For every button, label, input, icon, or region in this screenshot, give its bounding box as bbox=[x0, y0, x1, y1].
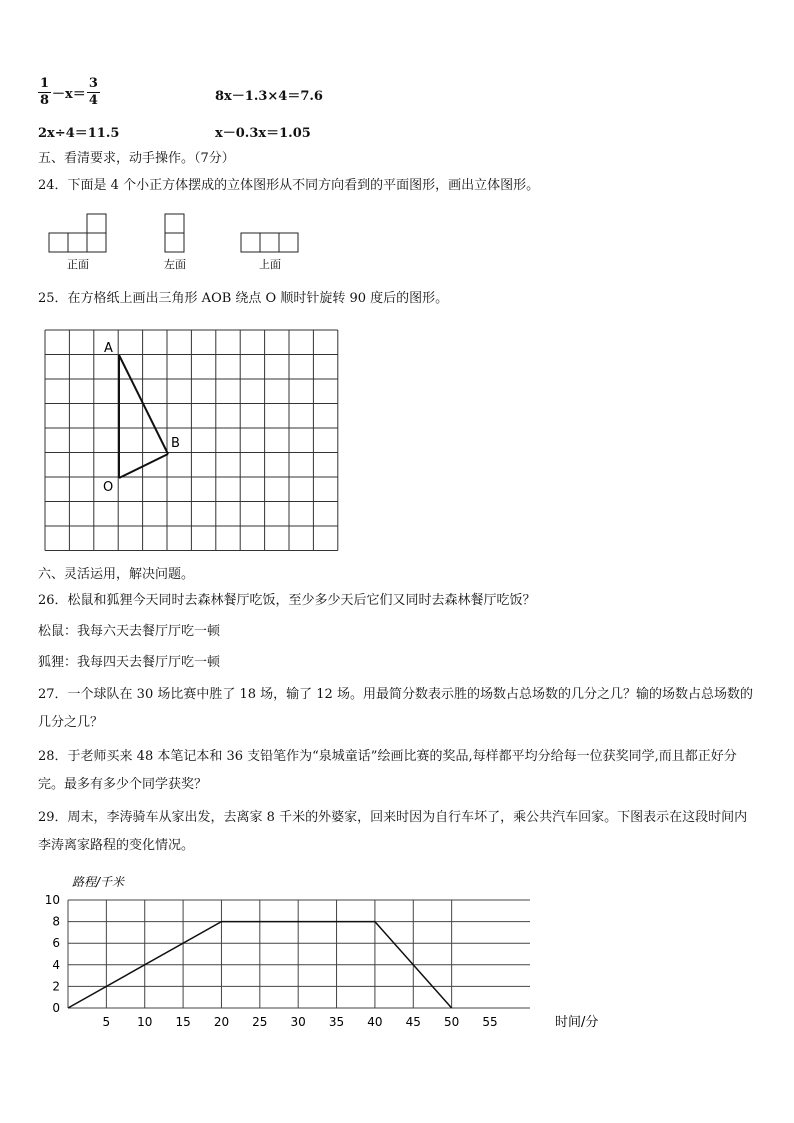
x-tick-label: 5 bbox=[102, 1015, 111, 1029]
y-tick-label: 8 bbox=[52, 914, 60, 929]
y-tick-label: 0 bbox=[52, 1001, 60, 1015]
question-27-text: 27．一个球队在 30 场比赛中胜了 18 场，输了 12 场。用最简分数表示胜的场数占总场数的几分之几？输的场数占总场数的几分之几？ bbox=[38, 687, 753, 730]
equation-2: 8x－1.3×4＝7.6 bbox=[215, 89, 323, 104]
question-29-text: 29．周末，李涛骑车从家出发，去离家 8 千米的外婆家，回来时因为自行车坏了，乘公共汽车回家。下图表示在这段时间内李涛离家路程的变化情况。 bbox=[38, 810, 748, 853]
top-view-shape bbox=[241, 233, 298, 252]
x-tick-label: 15 bbox=[175, 1015, 191, 1029]
point-o-label: O bbox=[103, 480, 114, 495]
x-tick-label: 50 bbox=[443, 1015, 460, 1029]
fraction-one-eighth: $\frac{1}{8}$ bbox=[40, 76, 50, 108]
chart-ticks bbox=[45, 893, 498, 1029]
y-axis-label: 路程/千米 bbox=[72, 875, 125, 889]
equation-1-middle: －x＝ bbox=[52, 87, 86, 102]
fraction-three-quarters: $\frac{3}{4}$ bbox=[88, 76, 98, 108]
x-tick-label: 45 bbox=[405, 1015, 421, 1029]
section-5-heading: 五、看清要求，动手操作。（7分） bbox=[38, 151, 235, 166]
y-tick-label: 4 bbox=[52, 957, 60, 972]
x-tick-label: 40 bbox=[367, 1015, 383, 1029]
point-a-label: A bbox=[104, 341, 113, 356]
question-24-text: 24．下面是 4 个小正方体摆成的立体图形从不同方向看到的平面图形，画出立体图形。 bbox=[38, 178, 540, 193]
triangle-aob bbox=[119, 355, 168, 478]
section-6-heading: 六、灵活运用，解决问题。 bbox=[38, 567, 195, 582]
front-view-label: 正面 bbox=[67, 258, 89, 271]
top-view-label: 上面 bbox=[259, 258, 281, 271]
fox-statement: 狐狸：我每四天去餐厅厅吃一顿 bbox=[38, 655, 221, 670]
question-28-text: 28．于老师买来 48 本笔记本和 36 支铅笔作为“泉城童话”绘画比赛的奖品,每样都平均分给每一位获奖同学,而且都正好分完。最多有多少个同学获奖？ bbox=[38, 749, 737, 792]
x-tick-label: 10 bbox=[137, 1015, 153, 1029]
grid-lines bbox=[45, 330, 338, 551]
x-axis-label: 时间/分 bbox=[555, 1015, 599, 1030]
squirrel-statement: 松鼠：我每六天去餐厅厅吃一顿 bbox=[38, 624, 221, 639]
q24-views-figure bbox=[40, 210, 320, 275]
x-tick-label: 55 bbox=[482, 1015, 498, 1029]
point-b-label: B bbox=[171, 436, 180, 451]
equation-1 bbox=[38, 76, 100, 109]
y-tick-label: 2 bbox=[52, 979, 60, 994]
segment-ob bbox=[119, 454, 168, 478]
x-tick-label: 20 bbox=[213, 1015, 230, 1029]
chart-grid bbox=[68, 900, 530, 1008]
distance-time-chart bbox=[20, 870, 620, 1040]
question-25-text: 25．在方格纸上画出三角形 AOB 绕点 O 顺时针旋转 90 度后的图形。 bbox=[38, 291, 449, 306]
equation-3: 2x÷4＝11.5 bbox=[38, 126, 120, 141]
y-tick-label: 10 bbox=[44, 893, 60, 907]
x-tick-label: 30 bbox=[290, 1015, 306, 1029]
left-view-label: 左面 bbox=[164, 258, 186, 271]
q25-grid-figure bbox=[40, 325, 345, 557]
y-tick-label: 6 bbox=[52, 936, 60, 951]
equation-4: x－0.3x＝1.05 bbox=[215, 126, 311, 141]
segment-ab bbox=[119, 355, 168, 454]
x-tick-label: 35 bbox=[328, 1015, 345, 1029]
front-view-shape bbox=[49, 214, 106, 252]
left-view-shape bbox=[165, 214, 184, 252]
x-tick-label: 25 bbox=[252, 1015, 268, 1029]
question-26-text: 26．松鼠和狐狸今天同时去森林餐厅吃饭，至少多少天后它们又同时去森林餐厅吃饭？ bbox=[38, 593, 536, 608]
